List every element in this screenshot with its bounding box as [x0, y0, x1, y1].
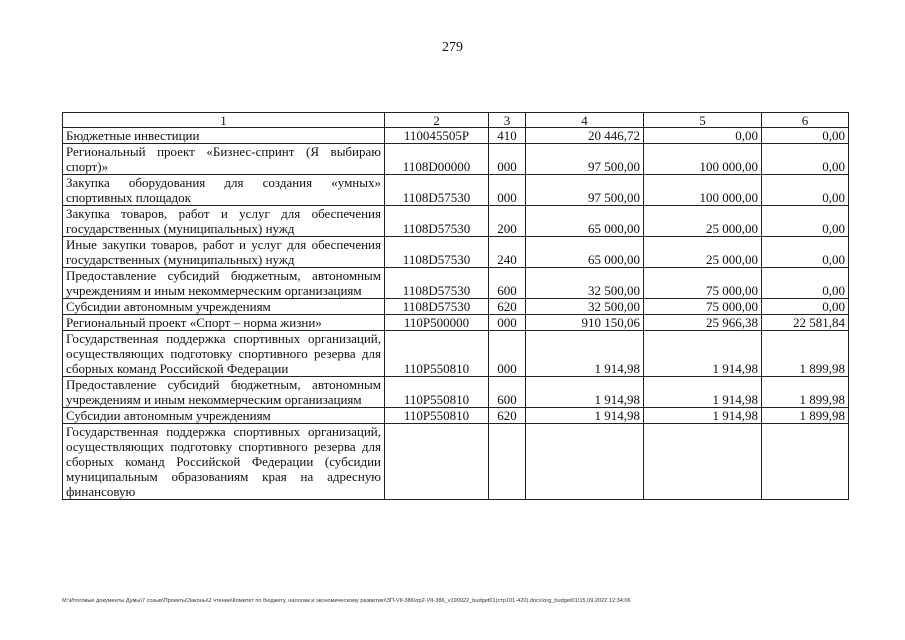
row-amount-col4-cell: 65 000,00: [526, 206, 644, 237]
table-header-row: [63, 113, 849, 128]
row-amount-col6-cell: 1 899,98: [762, 331, 849, 377]
table-row: [63, 315, 849, 331]
row-code-cell: [385, 424, 489, 500]
header-cell: 1: [63, 113, 385, 128]
row-code-cell: 110P550810: [385, 331, 489, 377]
table-row: [63, 175, 849, 206]
row-code-cell: 1108D57530: [385, 175, 489, 206]
row-name-cell: Субсидии автономным учреждениям: [63, 299, 385, 315]
row-expense-type-cell: 600: [489, 268, 526, 299]
row-amount-col6-cell: 1 899,98: [762, 377, 849, 408]
row-expense-type-cell: 620: [489, 299, 526, 315]
table-row: [63, 268, 849, 299]
header-cell: 2: [385, 113, 489, 128]
row-name-cell: Предоставление субсидий бюджетным, автономным учреждениям и иным некоммерческим организациям: [63, 377, 385, 408]
row-amount-col6-cell: 0,00: [762, 128, 849, 144]
row-expense-type-cell: 240: [489, 237, 526, 268]
row-amount-col6-cell: 0,00: [762, 237, 849, 268]
row-name-cell: Иные закупки товаров, работ и услуг для обеспечения государственных (муниципальных) нужд: [63, 237, 385, 268]
row-code-cell: 110045505Р: [385, 128, 489, 144]
row-name-cell: Бюджетные инвестиции: [63, 128, 385, 144]
row-amount-col5-cell: 100 000,00: [644, 175, 762, 206]
row-amount-col5-cell: 1 914,98: [644, 408, 762, 424]
row-name-cell: Предоставление субсидий бюджетным, автономным учреждениям и иным некоммерческим организациям: [63, 268, 385, 299]
row-expense-type-cell: 000: [489, 331, 526, 377]
row-code-cell: 110P550810: [385, 408, 489, 424]
row-amount-col4-cell: 1 914,98: [526, 377, 644, 408]
row-code-cell: 1108D57530: [385, 299, 489, 315]
row-amount-col4-cell: [526, 424, 644, 500]
table-row: [63, 237, 849, 268]
row-code-cell: 1108D57530: [385, 206, 489, 237]
row-code-cell: 110P550810: [385, 377, 489, 408]
row-amount-col4-cell: 20 446,72: [526, 128, 644, 144]
row-name-cell: Государственная поддержка спортивных организаций, осуществляющих подготовку спортивного резерва для сборных команд Российской Федерации: [63, 331, 385, 377]
row-amount-col6-cell: 22 581,84: [762, 315, 849, 331]
row-code-cell: 110P500000: [385, 315, 489, 331]
row-amount-col5-cell: 25 000,00: [644, 206, 762, 237]
row-amount-col4-cell: 1 914,98: [526, 408, 644, 424]
row-amount-col5-cell: 75 000,00: [644, 299, 762, 315]
row-amount-col5-cell: 1 914,98: [644, 331, 762, 377]
row-expense-type-cell: 000: [489, 144, 526, 175]
header-cell: 3: [489, 113, 526, 128]
table-row: [63, 128, 849, 144]
row-code-cell: 1108D57530: [385, 268, 489, 299]
table-row: [63, 377, 849, 408]
row-expense-type-cell: 000: [489, 315, 526, 331]
header-cell: 5: [644, 113, 762, 128]
row-amount-col4-cell: 32 500,00: [526, 268, 644, 299]
row-amount-col6-cell: 0,00: [762, 175, 849, 206]
row-amount-col5-cell: 0,00: [644, 128, 762, 144]
row-name-cell: Субсидии автономным учреждениям: [63, 408, 385, 424]
row-amount-col5-cell: 75 000,00: [644, 268, 762, 299]
row-name-cell: Закупка оборудования для создания «умных» спортивных площадок: [63, 175, 385, 206]
row-amount-col6-cell: 0,00: [762, 206, 849, 237]
row-amount-col4-cell: 97 500,00: [526, 175, 644, 206]
row-amount-col5-cell: 25 966,38: [644, 315, 762, 331]
row-expense-type-cell: 410: [489, 128, 526, 144]
row-amount-col5-cell: 100 000,00: [644, 144, 762, 175]
row-amount-col5-cell: [644, 424, 762, 500]
row-amount-col4-cell: 910 150,06: [526, 315, 644, 331]
row-name-cell: Закупка товаров, работ и услуг для обеспечения государственных (муниципальных) нужд: [63, 206, 385, 237]
row-expense-type-cell: 200: [489, 206, 526, 237]
row-amount-col5-cell: 25 000,00: [644, 237, 762, 268]
row-amount-col4-cell: 97 500,00: [526, 144, 644, 175]
row-amount-col5-cell: 1 914,98: [644, 377, 762, 408]
row-name-cell: Региональный проект «Бизнес-спринт (Я выбираю спорт)»: [63, 144, 385, 175]
row-name-cell: Государственная поддержка спортивных организаций, осуществляющих подготовку спортивного резерва для сборных команд Российской Федерации (субсидии муниципальным образованиям края на адресную финансовую: [63, 424, 385, 500]
table-row: [63, 424, 849, 500]
row-code-cell: 1108D57530: [385, 237, 489, 268]
table-row: [63, 144, 849, 175]
row-amount-col6-cell: 1 899,98: [762, 408, 849, 424]
row-amount-col4-cell: 65 000,00: [526, 237, 644, 268]
row-expense-type-cell: 620: [489, 408, 526, 424]
row-expense-type-cell: [489, 424, 526, 500]
table-row: [63, 299, 849, 315]
header-cell: 4: [526, 113, 644, 128]
row-amount-col6-cell: 0,00: [762, 144, 849, 175]
row-expense-type-cell: 000: [489, 175, 526, 206]
row-code-cell: 1108D00000: [385, 144, 489, 175]
row-amount-col6-cell: 0,00: [762, 299, 849, 315]
table-row: [63, 331, 849, 377]
row-amount-col4-cell: 1 914,98: [526, 331, 644, 377]
row-expense-type-cell: 600: [489, 377, 526, 408]
row-name-cell: Региональный проект «Спорт – норма жизни»: [63, 315, 385, 331]
header-cell: 6: [762, 113, 849, 128]
budget-table: [62, 112, 849, 500]
page-number: 279: [442, 40, 463, 55]
footer-file-path: M:\Итоговые документы Думы\7 созыв\Проекты\Законы\2 чтение\Комитет по бюджету, налогам и экономическому развитию\ЗП-VII-386\пр2-VII-386_v190922_budget01(стр101-420).docx\org_budget01\15.09.2022 12:34:06: [62, 598, 631, 604]
table-row: [63, 408, 849, 424]
row-amount-col6-cell: [762, 424, 849, 500]
row-amount-col6-cell: 0,00: [762, 268, 849, 299]
row-amount-col4-cell: 32 500,00: [526, 299, 644, 315]
table-row: [63, 206, 849, 237]
